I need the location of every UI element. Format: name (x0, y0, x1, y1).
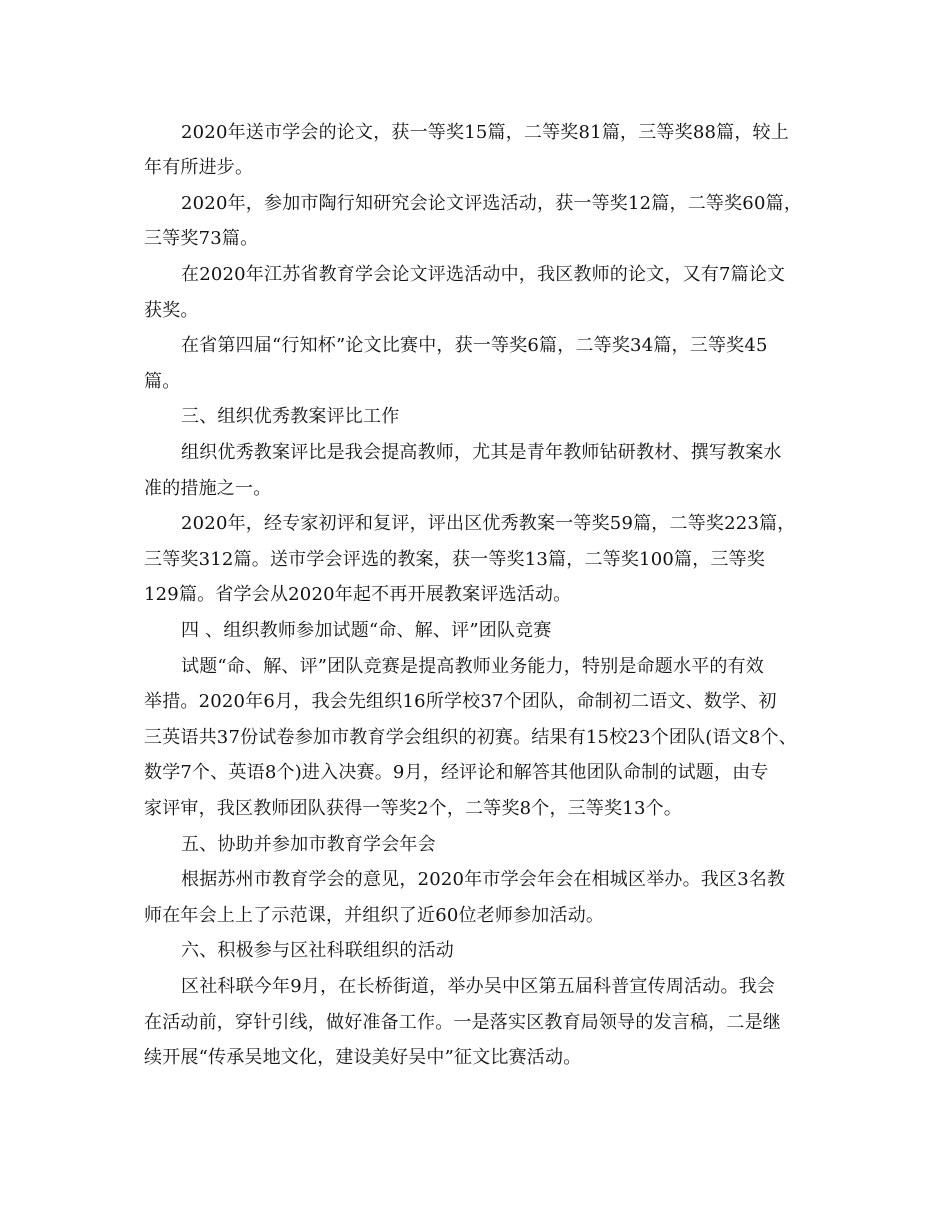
paragraph-line: 篇。 (144, 371, 181, 392)
section-heading: 六、积极参与区社科联组织的活动 (181, 940, 454, 961)
paragraph-line: 三等奖73篇。 (144, 228, 259, 249)
paragraph-line: 数学7个、英语8个)进入决赛。9月，经评论和解答其他团队命制的试题，由专 (144, 762, 769, 783)
paragraph-line: 年有所进步。 (144, 157, 254, 178)
paragraph-line: 2020年送市学会的论文，获一等奖15篇，二等奖81篇，三等奖88篇，较上 (181, 122, 789, 143)
paragraph-line: 师在年会上上了示范课，并组织了近60位老师参加活动。 (144, 905, 605, 926)
paragraph-line: 家评审，我区教师团队获得一等奖2个，二等奖8个，三等奖13个。 (144, 798, 683, 819)
paragraph-line: 试题“命、解、评”团队竞赛是提高教师业务能力，特别是命题水平的有效 (181, 656, 765, 677)
section-heading: 五、协助并参加市教育学会年会 (181, 834, 436, 855)
paragraph-line: 根据苏州市教育学会的意见，2020年市学会年会在相城区举办。我区3名教 (181, 869, 786, 890)
paragraph-line: 在2020年江苏省教育学会论文评选活动中，我区教师的论文，又有7篇论文 (181, 264, 786, 285)
paragraph-line: 2020年，经专家初评和复评，评出区优秀教案一等奖59篇，二等奖223篇， (181, 513, 796, 534)
paragraph-line: 准的措施之一。 (144, 478, 272, 499)
paragraph-line: 续开展“传承吴地文化，建设美好吴中”征文比赛活动。 (144, 1047, 582, 1068)
paragraph-line: 组织优秀教案评比是我会提高教师，尤其是青年教师钻研教材、撰写教案水 (181, 442, 782, 463)
paragraph-line: 举措。2020年6月，我会先组织16所学校37个团队，命制初二语文、数学、初 (144, 691, 777, 712)
paragraph-line: 在省第四届“行知杯”论文比赛中，获一等奖6篇，二等奖34篇，三等奖45 (181, 335, 768, 356)
section-heading: 三、组织优秀教案评比工作 (181, 406, 400, 427)
paragraph-line: 区社科联今年9月，在长桥街道，举办吴中区第五届科普宣传周活动。我会 (181, 976, 776, 997)
paragraph-line: 129篇。省学会从2020年起不再开展教案评选活动。 (144, 584, 572, 605)
section-heading: 四 、组织教师参加试题“命、解、评”团队竞赛 (181, 620, 552, 641)
paragraph-line: 三英语共37份试卷参加市教育学会组织的初赛。结果有15校23个团队(语文8个、 (144, 727, 797, 748)
paragraph-line: 三等奖312篇。送市学会评选的教案，获一等奖13篇，二等奖100篇，三等奖 (144, 549, 766, 570)
paragraph-line: 获奖。 (144, 300, 199, 321)
paragraph-line: 在活动前，穿针引线，做好准备工作。一是落实区教育局领导的发言稿，二是继 (144, 1012, 781, 1033)
paragraph-line: 2020年，参加市陶行知研究会论文评选活动，获一等奖12篇，二等奖60篇， (181, 193, 803, 214)
